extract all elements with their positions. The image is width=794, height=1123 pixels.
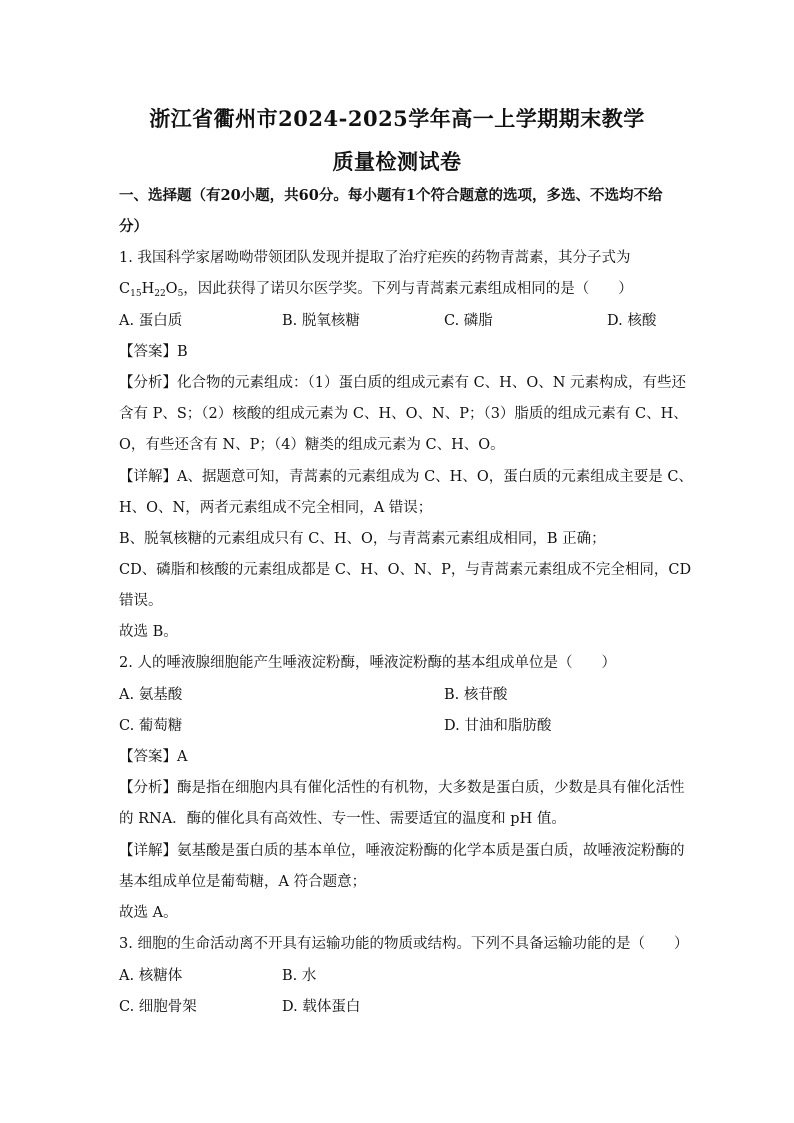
q2-analysis: 的 RNA．酶的催化具有高效性、专一性、需要适宜的温度和 pH 值。 (119, 811, 566, 827)
q1-detail: 【详解】A、据题意可知，青蒿素的元素组成为 C、H、O，蛋白质的元素组成主要是 C、 (119, 469, 693, 485)
q1-analysis: 【分析】化合物的元素组成：（1）蛋白质的组成元素有 C、H、O、N 元素构成，有些还 (119, 375, 687, 391)
q2-answer: 【答案】A (119, 749, 188, 765)
title-line-1: 浙江省衢州市2024-2025学年高一上学期期末教学 (149, 106, 645, 131)
q1-option-d: D. 核酸 (607, 313, 657, 329)
q2-detail: 【详解】氨基酸是蛋白质的基本单位，唾液淀粉酶的化学本质是蛋白质，故唾液淀粉酶的 (119, 843, 685, 859)
q3-option-a: A. 核糖体 (119, 968, 183, 984)
q2-detail: 基本组成单位是葡萄糖，A 符合题意； (119, 874, 367, 890)
q2-conclusion: 故选 A。 (119, 905, 178, 921)
q3-option-c: C. 细胞骨架 (119, 999, 197, 1015)
q1-answer: 【答案】B (119, 344, 188, 360)
q1-conclusion: 故选 B。 (119, 624, 178, 640)
q1-detail: B、脱氧核糖的元素组成只有 C、H、O，与青蒿素元素组成相同，B 正确； (119, 531, 606, 547)
q1-formula: $C_{15}H_{22}O_5$ (119, 281, 184, 299)
q3-option-b: B. 水 (282, 968, 317, 984)
title-line-2: 质量检测试卷 (332, 149, 462, 174)
q1-option-b: B. 脱氧核糖 (282, 313, 360, 329)
q2-analysis: 【分析】酶是指在细胞内具有催化活性的有机物，大多数是蛋白质，少数是具有催化活性 (119, 780, 685, 796)
section-heading-cont: 分） (119, 218, 148, 235)
q1-analysis: 含有 P、S；（2）核酸的组成元素为 C、H、O、N、P；（3）脂质的组成元素有 C、H、 (119, 406, 688, 422)
q1-stem: 1. 我国科学家屠呦呦带领团队发现并提取了治疗疟疾的药物青蒿素，其分子式为 (119, 250, 631, 266)
q1-detail: H、O、N，两者元素组成不完全相同，A 错误； (119, 500, 433, 516)
q3-stem: 3. 细胞的生命活动离不开具有运输功能的物质或结构。下列不具备运输功能的是（ ） (119, 936, 689, 952)
q1-stem-cont: $C_{15}H_{22}O_5$，因此获得了诺贝尔医学奖。下列与青蒿素元素组成相同的是（ ） (119, 281, 633, 299)
q1-detail: 错误。 (119, 593, 163, 609)
section-heading: 一、选择题（有20小题，共60分。每小题有1个符合题意的选项，多选、不选均不给 (119, 187, 663, 204)
q1-detail: CD、磷脂和核酸的元素组成都是 C、H、O、N、P，与青蒿素元素组成不完全相同，CD (119, 562, 692, 578)
q1-option-a: A. 蛋白质 (119, 313, 183, 329)
q2-option-d: D. 甘油和脂肪酸 (444, 718, 552, 734)
q2-stem: 2. 人的唾液腺细胞能产生唾液淀粉酶，唾液淀粉酶的基本组成单位是（ ） (119, 655, 616, 671)
q3-option-d: D. 载体蛋白 (282, 999, 361, 1015)
q1-analysis: O，有些还含有 N、P；（4）糖类的组成元素为 C、H、O。 (119, 437, 505, 453)
q1-option-c: C. 磷脂 (444, 313, 493, 329)
q2-option-b: B. 核苷酸 (444, 687, 508, 703)
q2-option-c: C. 葡萄糖 (119, 718, 183, 734)
q2-option-a: A. 氨基酸 (119, 687, 183, 703)
